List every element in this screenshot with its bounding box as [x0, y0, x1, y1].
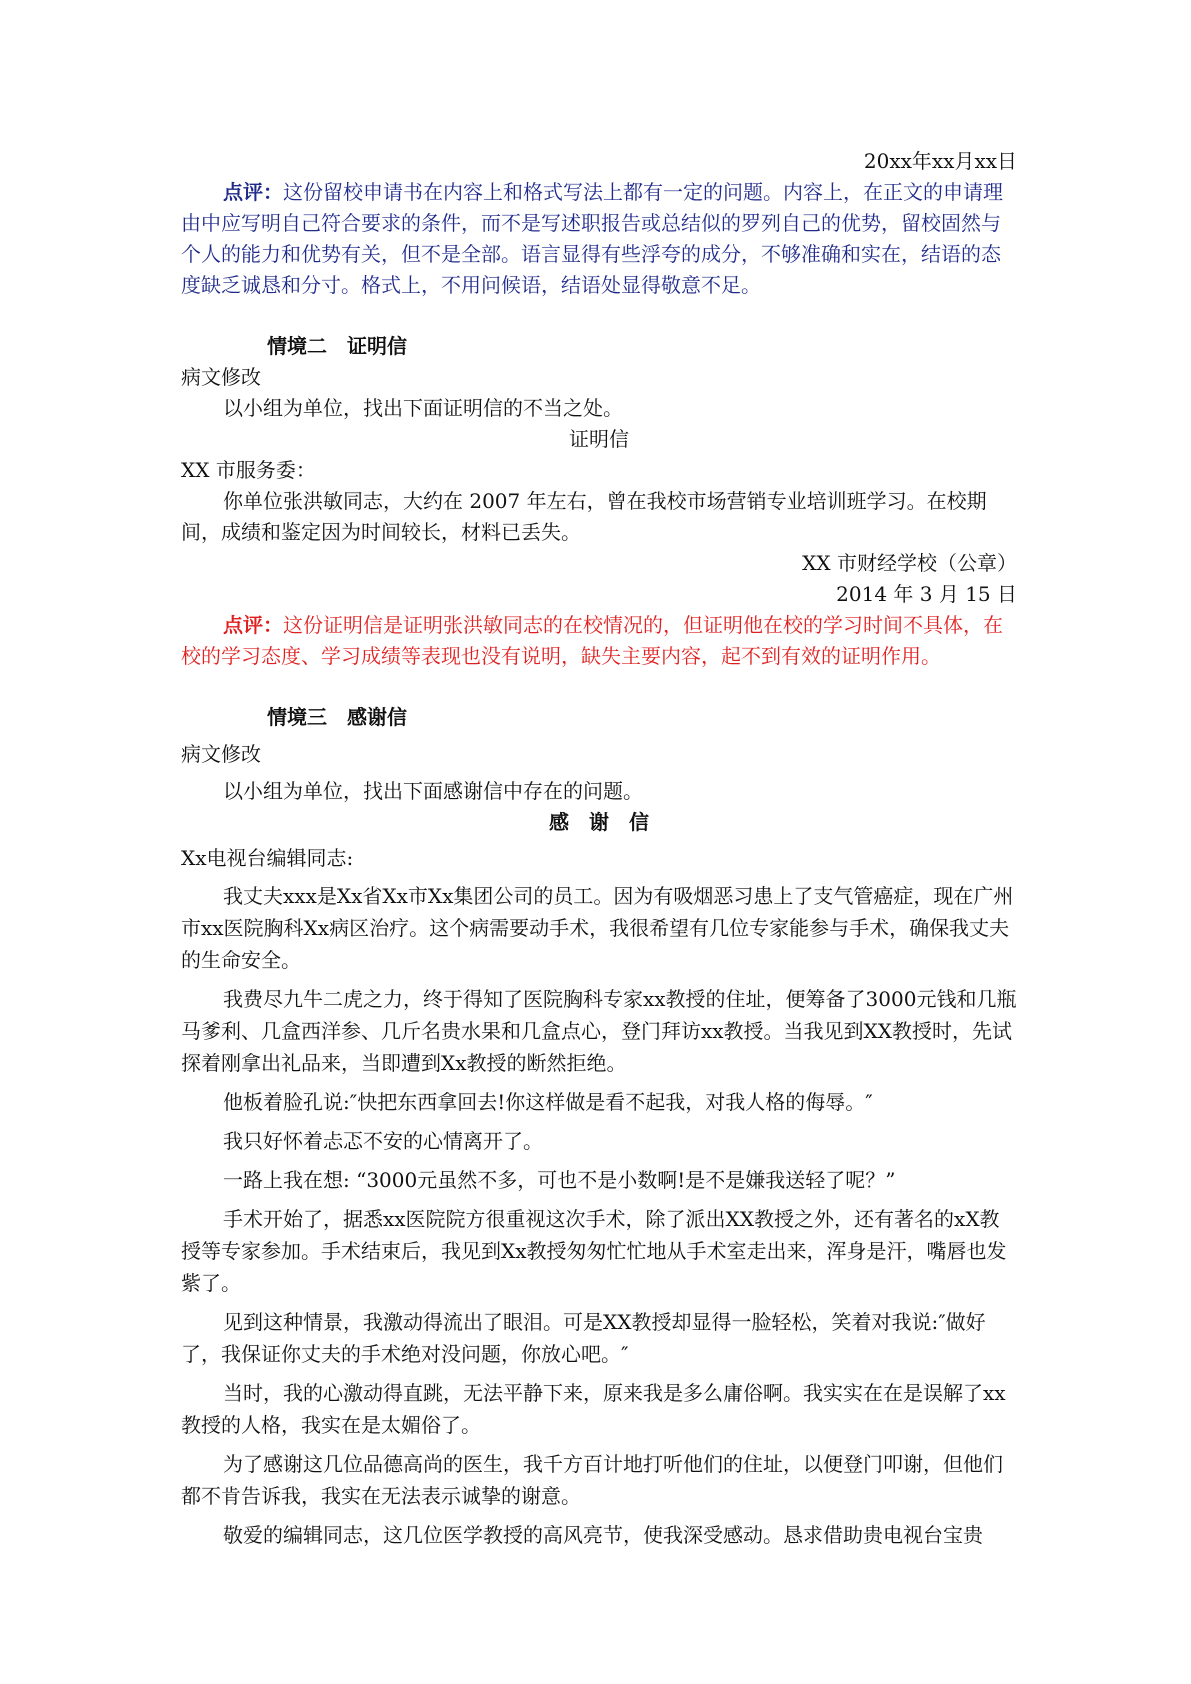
document-content	[181, 146, 1017, 1558]
date-top: 20xx年xx月xx日	[863, 149, 1017, 173]
comment-1-label: 点评：	[223, 180, 283, 204]
letter-paragraph: 手术开始了，据悉xx医院院方很重视这次手术，除了派出XX教授之外，还有著名的xX教授等专家参加。手术结束后，我见到Xx教授匆匆忙忙地从手术室走出来，浑身是汗，嘴唇也发紫了。	[181, 1207, 1007, 1295]
section-3-salutation: Xx电视台编辑同志:	[181, 846, 354, 870]
comment-1-text: 这份留校申请书在内容上和格式写法上都有一定的问题。内容上，在正文的申请理由中应写明自己符合要求的条件，而不是写述职报告或总结似的罗列自己的优势，留校固然与个人的能力和优势有关，但不是全部。语言显得有些浮夸的成分，不够准确和实在，结语的态度缺乏诚恳和分寸。格式上，不用问候语，结语处显得敬意不足。	[181, 180, 1003, 297]
section-2-instruction: 以小组为单位，找出下面证明信的不当之处。	[223, 396, 623, 420]
spacer	[181, 672, 1017, 702]
letter-paragraph: 我丈夫xxx是Xx省Xx市Xx集团公司的员工。因为有吸烟恶习患上了支气管癌症，现在广州市xx医院胸科Xx病区治疗。这个病需要动手术，我很希望有几位专家能参与手术，确保我丈夫的生命安全。	[181, 884, 1014, 972]
section-2-subtitle: 病文修改	[181, 365, 261, 389]
letter-paragraph: 为了感谢这几位品德高尚的医生，我千方百计地打听他们的住址，以便登门叩谢，但他们都不肯告诉我，我实在无法表示诚挚的谢意。	[181, 1452, 1003, 1508]
letter-paragraph: 当时，我的心激动得直跳，无法平静下来，原来我是多么庸俗啊。我实实在在是误解了xx教授的人格，我实在是太媚俗了。	[181, 1381, 1006, 1437]
comment-2	[181, 610, 1017, 672]
letter-paragraph: 一路上我在想: “3000元虽然不多，可也不是小数啊!是不是嫌我送轻了呢？”	[223, 1168, 896, 1192]
spacer	[181, 301, 1017, 331]
section-3-subtitle: 病文修改	[181, 742, 261, 766]
letter-paragraph: 敬爱的编辑同志，这几位医学教授的高风亮节，使我深受感动。恳求借助贵电视台宝贵	[223, 1523, 983, 1547]
section-2-heading: 情境二 证明信	[267, 334, 407, 358]
letter-paragraph: 见到这种情景，我激动得流出了眼泪。可是XX教授却显得一脸轻松，笑着对我说:″做好了，我保证你丈夫的手术绝对没问题，你放心吧。″	[181, 1310, 986, 1366]
letter-paragraph: 我费尽九牛二虎之力，终于得知了医院胸科专家xx教授的住址，便筹备了3000元钱和几瓶马爹利、几盒西洋参、几斤名贵水果和几盒点心，登门拜访xx教授。当我见到XX教授时，先试探着刚拿出礼品来，当即遭到Xx教授的断然拒绝。	[181, 987, 1017, 1075]
comment-2-text: 这份证明信是证明张洪敏同志的在校情况的，但证明他在校的学习时间不具体，在校的学习态度、学习成绩等表现也没有说明，缺失主要内容，起不到有效的证明作用。	[181, 613, 1003, 668]
section-3-letter-title: 感谢信	[549, 810, 669, 834]
comment-1	[181, 177, 1017, 301]
section-3-instruction: 以小组为单位，找出下面感谢信中存在的问题。	[223, 779, 643, 803]
section-2-salutation: XX 市服务委：	[181, 458, 316, 482]
section-2-date: 2014 年 3 月 15 日	[836, 582, 1017, 606]
section-2-signature: XX 市财经学校（公章）	[802, 551, 1017, 575]
section-2-body: 你单位张洪敏同志，大约在 2007 年左右，曾在我校市场营销专业培训班学习。在校期间，成绩和鉴定因为时间较长，材料已丢失。	[181, 489, 987, 544]
section-3-heading: 情境三 感谢信	[267, 705, 407, 729]
letter-paragraph: 他板着脸孔说:″快把东西拿回去!你这样做是看不起我，对我人格的侮辱。″	[223, 1090, 873, 1114]
comment-2-label: 点评：	[223, 613, 283, 637]
letter-paragraph: 我只好怀着忐忑不安的心情离开了。	[223, 1129, 543, 1153]
section-2-letter-title: 证明信	[569, 427, 629, 451]
